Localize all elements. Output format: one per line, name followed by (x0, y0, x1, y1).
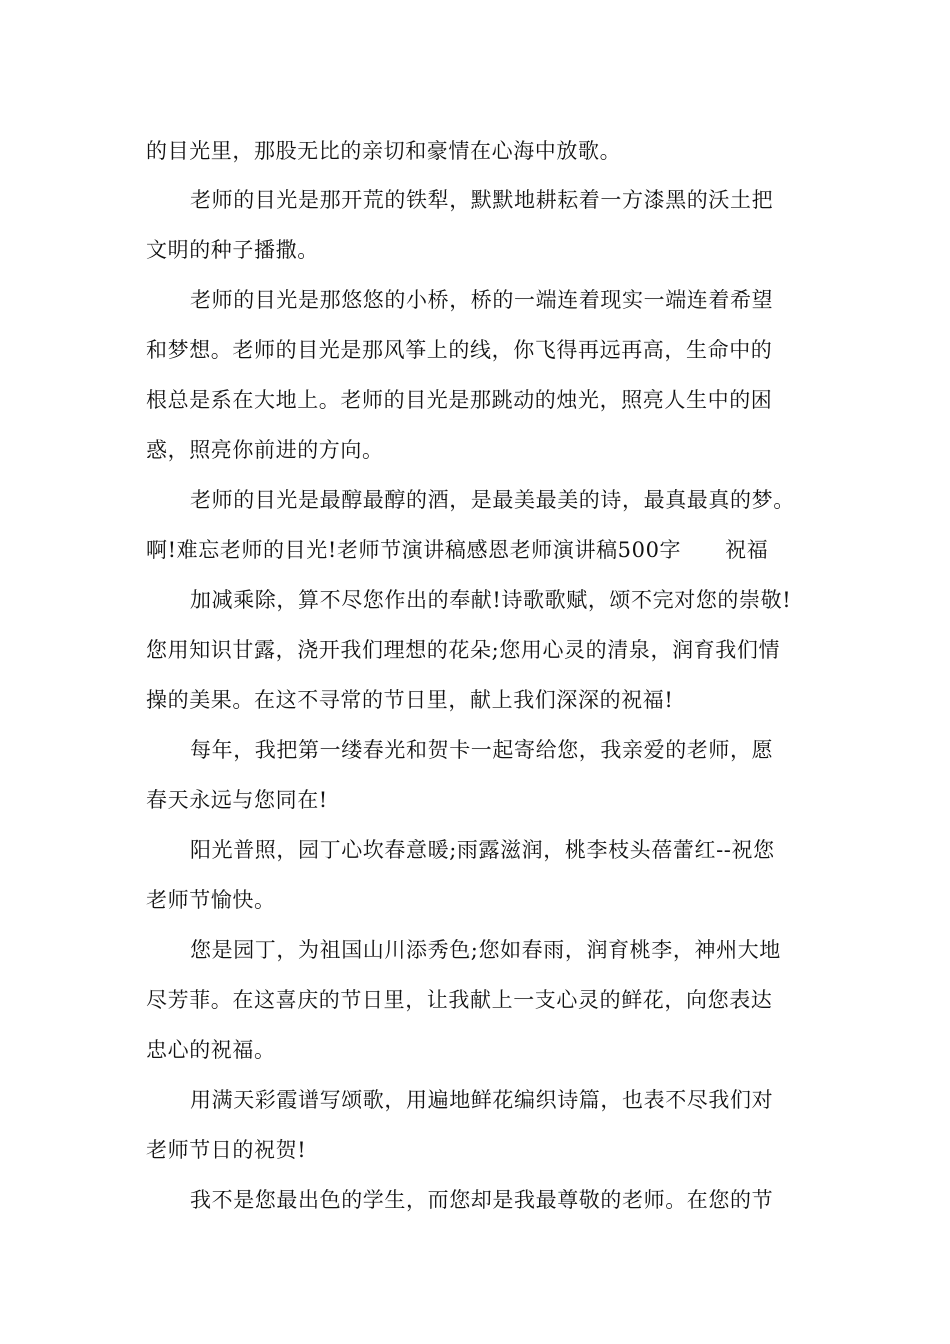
section-heading-line (146, 536, 768, 564)
text-line: 和梦想。老师的目光是那风筝上的线，你飞得再远再高，生命中的 (146, 338, 773, 362)
text-line: 文明的种子播撒。 (146, 238, 319, 262)
text-line: 操的美果。在这不寻常的节日里，献上我们深深的祝福! (146, 688, 674, 712)
text-line: 您用知识甘露，浇开我们理想的花朵;您用心灵的清泉，润育我们情 (146, 638, 781, 662)
section-title: 祝福 (725, 538, 769, 562)
text-line: 忠心的祝福。 (146, 1038, 276, 1062)
paragraph-first-line: 我不是您最出色的学生，而您却是我最尊敬的老师。在您的节 (190, 1188, 774, 1212)
paragraph-first-line: 用满天彩霞谱写颂歌，用遍地鲜花编织诗篇，也表不尽我们对 (190, 1088, 774, 1112)
paragraph-first-line: 每年，我把第一缕春光和贺卡一起寄给您，我亲爱的老师，愿 (190, 738, 774, 762)
paragraph-first-line: 老师的目光是最醇最醇的酒，是最美最美的诗，最真最真的梦。 (190, 488, 795, 512)
paragraph-first-line: 您是园丁，为祖国山川添秀色;您如春雨，润育桃李，神州大地 (190, 938, 781, 962)
text-line: 根总是系在大地上。老师的目光是那跳动的烛光，照亮人生中的困 (146, 388, 773, 412)
text-line: 老师节日的祝贺! (146, 1138, 307, 1162)
text-line: 的目光里，那股无比的亲切和豪情在心海中放歌。 (146, 139, 622, 163)
paragraph-first-line: 老师的目光是那悠悠的小桥，桥的一端连着现实一端连着希望 (190, 288, 774, 312)
text-line: 春天永远与您同在! (146, 788, 328, 812)
paragraph-first-line: 老师的目光是那开荒的铁犁，默默地耕耘着一方漆黑的沃土把 (190, 188, 774, 212)
text-line: 老师节愉快。 (146, 888, 276, 912)
paragraph-first-line: 加减乘除，算不尽您作出的奉献!诗歌歌赋，颂不完对您的崇敬! (190, 588, 792, 612)
paragraph-first-line: 阳光普照，园丁心坎春意暖;雨露滋润，桃李枝头蓓蕾红--祝您 (190, 838, 775, 862)
text-line: 尽芳菲。在这喜庆的节日里，让我献上一支心灵的鲜花，向您表达 (146, 988, 773, 1012)
text-line: 惑，照亮你前进的方向。 (146, 438, 384, 462)
article-title: 啊!难忘老师的目光!老师节演讲稿感恩老师演讲稿500字 (146, 538, 682, 562)
